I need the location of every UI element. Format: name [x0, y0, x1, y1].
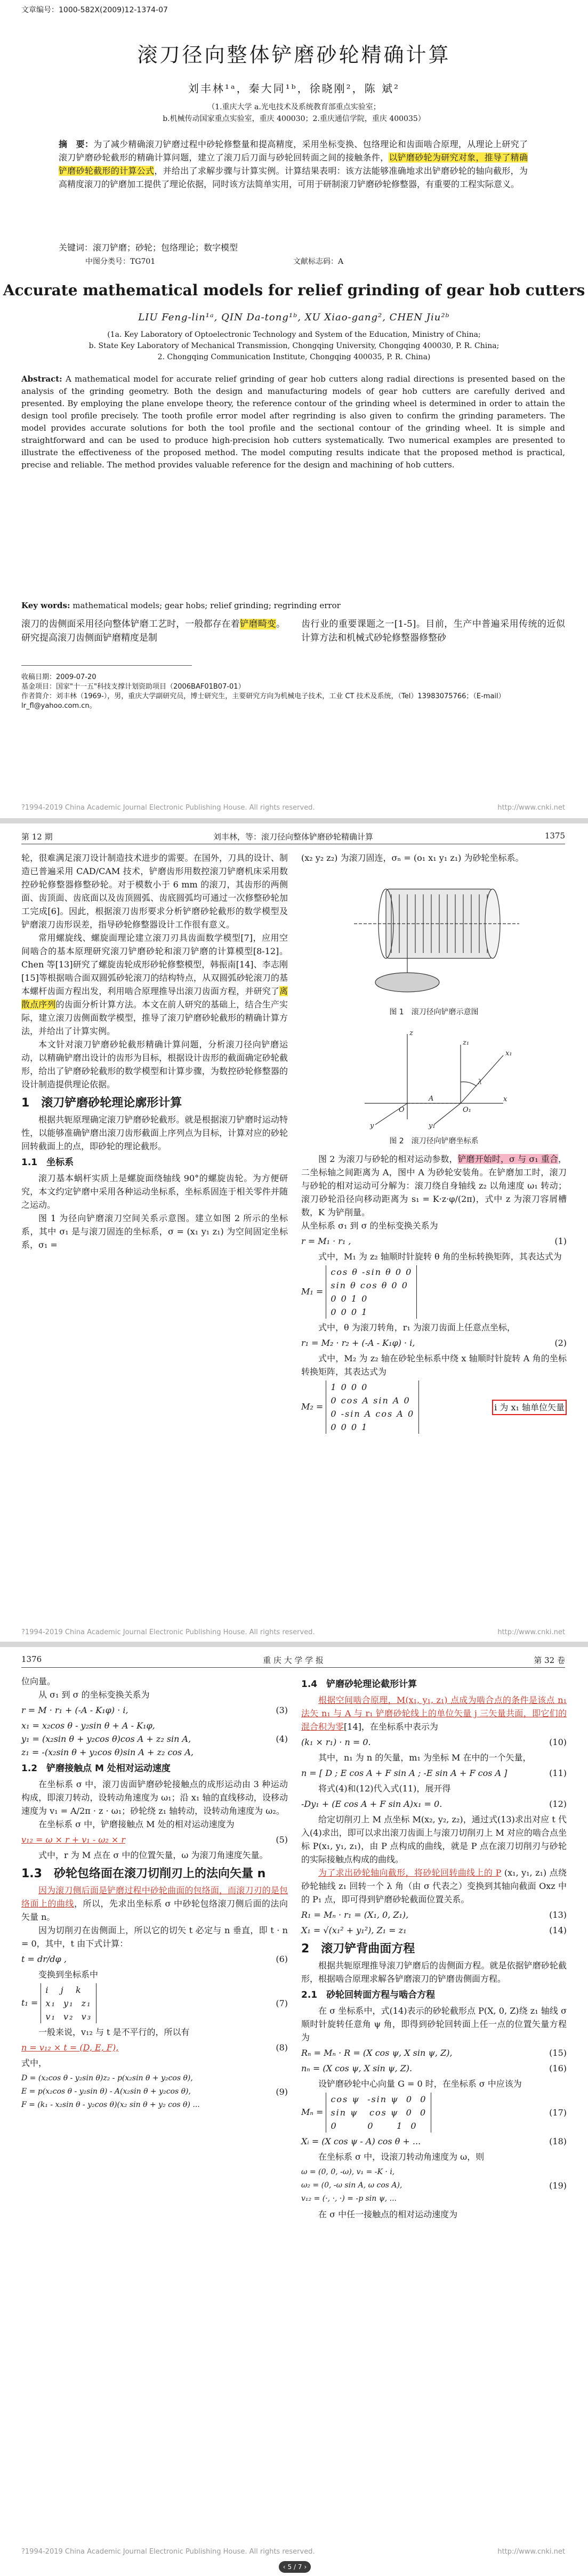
chinese-keywords: 关键词：滚刀铲磨；砂轮；包络理论；数字模型 — [59, 243, 238, 253]
running-title: 刘丰林，等：滚刀径向整体铲磨砂轮精确计算 — [213, 832, 373, 842]
paragraph: 从坐标系 σ₁ 到 σ 的坐标变换关系为 — [301, 1221, 438, 1231]
copyright-text: ?1994-2019 China Academic Journal Electronic Publishing House. All rights reserved. — [21, 1628, 315, 1636]
paper-page-2 — [0, 823, 588, 1642]
body-text: 。研究提高滚刀齿侧面铲磨精度是制 — [21, 619, 286, 643]
page-footer — [21, 2548, 565, 2556]
page3-right-column — [301, 1675, 567, 2221]
svg-text:O₁: O₁ — [463, 1106, 471, 1114]
keywords-text: mathematical models; gear hobs; relief grinding; regrinding error — [70, 601, 341, 610]
page-footer — [21, 1628, 565, 1636]
paragraph: 变换到坐标系中 — [38, 1969, 99, 1980]
svg-text:z₁: z₁ — [463, 1039, 470, 1047]
equation-number: (11) — [549, 1768, 567, 1778]
page-indicator-label: 5 / 7 — [287, 2563, 302, 2571]
affiliation-line: (1a. Key Laboratory of Optoelectronic Technology and System of the Education, Ministry of China; — [107, 330, 481, 339]
matrix-body: i j k x₁ y₁ z₁ v₁ v₂ v₃ — [41, 1983, 96, 2023]
equation-19 — [301, 2166, 567, 2206]
paper-page-3 — [0, 1647, 588, 2576]
equation-2 — [301, 1336, 567, 1350]
paragraph: 在坐标系 σ 中，铲磨接触点 M 处的相对运动速度为 — [38, 1819, 235, 1829]
matrix-body — [326, 1265, 417, 1319]
affiliation-line: 2. Chongqing Communication Institute, Chongqing 400035, P. R. China) — [157, 353, 431, 361]
figure-caption: 图 2 滚刀径向铲磨坐标系 — [389, 1137, 479, 1145]
matrix-body — [326, 1380, 419, 1434]
equation-number: (15) — [549, 2048, 567, 2058]
paper-page-1 — [0, 0, 588, 818]
intro-columns — [21, 617, 565, 645]
page3-left-column — [21, 1675, 288, 2114]
page-indicator[interactable] — [279, 2561, 311, 2573]
equation-12 — [301, 1797, 567, 1811]
matrix-row: 0 cos A sin A 0 — [331, 1395, 410, 1406]
svg-text:λ: λ — [478, 1078, 482, 1086]
paragraph — [301, 1866, 567, 1906]
equation-body: Xᵢ = (X cos ψ - A) cos θ + ... — [301, 2136, 421, 2146]
keywords-label: Key words: — [21, 601, 70, 610]
equation-number: (7) — [276, 1998, 288, 2008]
equation-1 — [301, 1234, 567, 1248]
paragraph: 式中，M₂ 为 z₂ 轴在砂轮坐标系中绕 x 轴顺时针旋转 A 角的坐标转换矩阵，其表达式为 — [301, 1353, 567, 1377]
equation-body: R₁ = Mₙ · r₁ = (X₁, 0, Z₁), — [301, 1910, 409, 1920]
footnote-divider — [21, 665, 192, 666]
paragraph: 式中， — [21, 2058, 47, 2068]
equation-number: (13) — [549, 1910, 567, 1920]
paragraph: 因为切削刃在齿侧面上，所以它的切矢 t 必定与 n 垂直，即 t · n = 0，其中，t 由下式计算： — [21, 1925, 288, 1949]
svg-text:y₁: y₁ — [429, 1122, 436, 1130]
equation-number: (4) — [276, 1734, 288, 1744]
document-code: 文献标志码：A — [293, 257, 344, 266]
equation-body: Rₙ = Mₙ · R = (X cos ψ, X sin ψ, Z), — [301, 2048, 453, 2058]
section-heading: 1 滚刀铲磨砂轮理论廓形计算 — [21, 1096, 182, 1110]
paragraph: 在 σ 中任一接触点的相对运动速度为 — [318, 2209, 458, 2219]
paragraph — [21, 1884, 288, 1924]
volume-number: 第 32 卷 — [534, 1656, 565, 1665]
affiliation-line: b.机械传动国家重点实验室，重庆 400030；2.重庆通信学院，重庆 400035） — [163, 115, 425, 123]
equation-body: X₁ = √(x₁² + y₁²), Z₁ = z₁ — [301, 1925, 407, 1935]
equation-number: (8) — [276, 2042, 288, 2053]
classification-row — [85, 256, 512, 267]
matrix-body: cos ψ -sin ψ 0 0 sin ψ cos ψ 0 0 0 0 1 0 — [326, 2093, 431, 2133]
equation-body: n = v₁₂ × t = (D, E, F), — [21, 2042, 119, 2053]
body-text: 滚刀的齿侧面采用径向整体铲磨工艺时，一般都存在着 — [21, 619, 240, 629]
equation-number: (9) — [276, 2087, 288, 2097]
paragraph: 式中，r 为 M 点在 σ 中的位置矢量，ω 为滚刀角速度矢量。 — [38, 1850, 268, 1860]
equation-number: (6) — [276, 1954, 288, 1964]
equation-line: F = (k₁ - x₂sin θ - y₂cos θ)(x₂ sin θ + y₂ cos θ) ... — [21, 2101, 200, 2109]
paragraph — [301, 1152, 567, 1219]
body-text: [14]，在坐标系中表示为 — [344, 1722, 438, 1732]
highlighted-text: 铲磨畸变 — [239, 619, 277, 629]
matrix-1: M₁ = cos θ -sin θ 0 0 sin θ cos θ 0 0 0 0 1 0 0 0 0 1 — [301, 1265, 567, 1319]
paragraph: 在坐标系 σ 中，设滚刀转动角速度为 ω，则 — [318, 2152, 485, 2162]
paragraph — [21, 931, 288, 1038]
paragraph: 在 σ 坐标系中，式(14)表示的砂轮截形点 P(X, 0, Z)绕 z₁ 轴线 σ 顺时针旋转任意角 ψ 角，即得到砂轮回转面上任一点的位置矢量方程为 — [301, 2006, 567, 2042]
journal-name: 重 庆 大 学 学 报 — [263, 1656, 324, 1665]
page-footer — [21, 804, 565, 812]
paragraph: 一般来说，v₁₂ 与 t 是不平行的，所以有 — [38, 2027, 190, 2037]
paragraph: 根据共轭原理确定滚刀铲磨砂轮截形。就是根据滚刀铲磨时运动特性，以能够准确铲磨出滚刀齿形截面上序列点为目标，计算对应的砂轮回转截面上的点，即砂轮的理论截形。 — [21, 1115, 288, 1151]
page-number: 1375 — [544, 831, 565, 841]
matrix-row: 0 0 0 1 — [331, 1422, 368, 1432]
english-title: Accurate mathematical models for relief grinding of gear hob cutters — [3, 281, 585, 299]
equation-18 — [301, 2135, 567, 2148]
equation-13 — [301, 1908, 567, 1921]
equation-5 — [21, 1833, 288, 1846]
intro-left-column — [21, 617, 285, 645]
equation-body: n = [ D ; E cos A + F sin A ; -E sin A + F cos A ] — [301, 1768, 508, 1778]
matrix-row: 0 0 0 1 — [331, 1307, 368, 1317]
equation-line: ω = (0, 0, -ω), v₁ = -K · i, — [301, 2168, 395, 2176]
equation-number: (14) — [549, 1925, 567, 1935]
equation-line: z₁ = -(x₂sin θ + y₂cos θ)sin A + z₂ cos A, — [21, 1747, 194, 1757]
highlighted-text: 铲磨开始时，σ 与 σ₁ 重合 — [457, 1154, 558, 1164]
body-text: 图 2 为滚刀与砂轮的相对运动参数， — [318, 1154, 458, 1164]
underlined-text: 为了求出砂轮轴向截形，将砂轮回转曲线上的 P — [318, 1868, 502, 1878]
english-keywords — [21, 600, 565, 611]
subsection-heading: 1.4 铲磨砂轮理论截形计算 — [301, 1679, 417, 1690]
body-text: 的齿面分析计算方法。本文在前人研究的基础上，结合生产实际，建立滚刀齿侧面数学模型，推导了滚刀铲磨砂轮截形的精确计算方法，并给出了计算实例。 — [21, 999, 288, 1036]
hob-grinding-illustration — [338, 868, 530, 1001]
subsection-heading: 2.1 砂轮回转面方程与啮合方程 — [301, 1990, 436, 2000]
svg-text:x₁: x₁ — [505, 1049, 512, 1057]
footnote-fund: 基金项目：国家"十一五"科技支撑计划资助项目（2006BAF01B07-01） — [21, 683, 245, 691]
paragraph: 滚刀基本蜗杆实质上是螺旋面绕轴线 90°的螺旋齿轮。为方便研究，本文约定铲磨中采用各种运动坐标系，坐标系固连于相关零件并随之运动。 — [21, 1173, 288, 1210]
matrix-row: sin θ cos θ 0 0 — [331, 1280, 408, 1290]
matrix-row: 0 0 1 0 — [331, 1294, 368, 1304]
equation-number: (3) — [276, 1705, 288, 1715]
equation-number: (2) — [554, 1338, 567, 1348]
article-number: 文章编号：1000-582X(2009)12-1374-07 — [21, 6, 168, 14]
english-affiliations — [32, 329, 556, 363]
copyright-text: ?1994-2019 China Academic Journal Electronic Publishing House. All rights reserved. — [21, 2548, 315, 2556]
equation-number: (12) — [549, 1799, 567, 1809]
footnote-author: 作者简介：刘丰林（1969-），男，重庆大学副研究员，博士研究生，主要研究方向为机械电子技术，工业 CT 技术及系统，（Tel）13983075766；（E-mail）lr_fl@yahoo.com.cn。 — [21, 692, 505, 710]
paragraph: 本文针对滚刀铲磨砂轮截形精确计算问题，分析滚刀径向铲磨运动，以精确铲磨出设计的齿形为目标，根据设计齿形的截面确定砂轮截形，给出了铲磨砂轮截形的数学模型和计算步骤，为数控砂轮修整器的设计制造提供理论依据。 — [21, 1039, 288, 1089]
highlighted-text: 离散点序列 — [21, 986, 288, 1010]
section-heading: 2 滚刀铲背曲面方程 — [301, 1942, 415, 1956]
affiliation-line: （1.重庆大学 a.光电技术及系统教育部重点实验室； — [207, 103, 381, 111]
subsection-heading: 1.1 坐标系 — [21, 1157, 74, 1168]
figure-2 — [301, 1023, 567, 1148]
equation-line: ω₂ = (0, -ω sin A, ω cos A), — [301, 2181, 402, 2190]
coordinate-system-diagram — [343, 1023, 525, 1130]
svg-text:A: A — [429, 1095, 434, 1103]
equation-7: t₁ = i j k x₁ y₁ z₁ v₁ v₂ v₃ (7) — [21, 1983, 288, 2023]
equation-6 — [21, 1952, 288, 1966]
paragraph: (x₂ y₂ z₂) 为滚刀固连，σₙ = (o₁ x₁ y₁ z₁) 为砂轮坐标系。 — [301, 853, 524, 863]
page2-right-column — [301, 851, 567, 1436]
equation-15 — [301, 2046, 567, 2060]
chinese-title: 滚刀径向整体铲磨砂轮精确计算 — [137, 43, 451, 67]
body-text: 常用螺旋线、螺旋面理论建立滚刀刃具齿面数学模型[7]，应用空间啮合的基本原理研究滚刀铲磨砂轮和滚刀铲磨的计算模型[8-12]。Chen 等[13]研究了螺旋齿轮成形砂轮修整模型，韩振南[14]、李志刚[15]等根据啮合面双圆弧砂轮滚刀的结构特点，从双圆弧砂轮滚刀的基本螺杆齿面方程出发，利用啮合原理推导出滚刀齿面方程，并研究了 — [21, 933, 288, 996]
equation-17: Mₙ = cos ψ -sin ψ 0 0 sin ψ cos ψ 0 0 0 0 1 0 (17) — [301, 2093, 567, 2133]
equation-line: E = p(x₂cos θ - y₂sin θ) - A(x₂sin θ + y₂cos θ), — [21, 2087, 191, 2096]
equation-10 — [301, 1735, 567, 1749]
paragraph: 给定切削刃上 M 点坐标 M(x₂, y₂, z₂)，通过式(13)求出对应 t 代入(4)求出，即可以求出滚刀齿面上与滚刀切削刃上 M 对应的啮合点坐标 P(x₁, y₁, z₁)，由 P 点构成的曲线，就是 P 点在滚刀切削刃与砂轮的实际接触点构成的曲线。 — [301, 1814, 567, 1864]
paragraph: 图 1 为径向铲磨滚刀空间关系示意图。建立如图 2 所示的坐标系，其中 σ₁ 是与滚刀固连的坐标系，σ = (x₁ y₁ z₁) 为空间固定坐标系，σ₁ = — [21, 1213, 288, 1250]
abstract-label: Abstract: — [21, 374, 62, 384]
equation-3 — [21, 1703, 288, 1717]
equation-body: r = M₁ · r₁ , — [301, 1236, 351, 1246]
intro-right-column: 齿行业的重要课题之一[1-5]。目前，生产中普遍采用传统的近似计算方法和机械式砂轮修整器修整砂 — [301, 619, 565, 643]
issue-number: 第 12 期 — [21, 832, 53, 842]
equation-14 — [301, 1924, 567, 1937]
paragraph: 式中，θ 为滚刀转角，r₁ 为滚刀齿面上任意点坐标， — [318, 1322, 515, 1333]
equation-number: (1) — [554, 1236, 567, 1246]
matrix-row: 1 0 0 0 — [331, 1382, 368, 1392]
footnote-received: 收稿日期：2009-07-20 — [21, 673, 96, 681]
equation-body: v₁₂ = ω × r + v₁ - ω₂ × r — [21, 1835, 126, 1845]
equation-body: nₙ = (X cos ψ, X sin ψ, Z). — [301, 2063, 413, 2073]
running-header — [21, 1654, 565, 1668]
equation-4 — [21, 1719, 288, 1759]
highlighted-text: 以铲磨砂轮为研究对象，推导了精确铲磨砂轮截形的计算公式 — [59, 152, 528, 176]
english-authors: LIU Feng-lin¹ᵃ, QIN Da-tong¹ᵇ, XU Xiao-gang², CHEN Jiu²ᵇ — [138, 312, 450, 323]
paragraph — [301, 1693, 567, 1733]
body-text: (x₁, y₁, z₁) 点绕砂轮轴线 z₁ 回转一个 λ 角（由 σ 代表之）变换到其轴向截面 Oxz 中的 P₁ 点，即可得到铲磨砂轮截面位置关系。 — [301, 1868, 567, 1904]
chinese-abstract — [59, 138, 528, 191]
subsection-heading: 1.2 铲磨接触点 M 处相对运动速度 — [21, 1763, 171, 1774]
equation-body: t = dr/dφ , — [21, 1954, 67, 1964]
equation-9 — [21, 2072, 288, 2112]
equation-line: D = (x₂cos θ - y₂sin θ)z₂ - p(x₂sin θ + y₂cos θ), — [21, 2074, 193, 2082]
website-link[interactable]: http://www.cnki.net — [497, 1628, 565, 1636]
equation-11 — [301, 1766, 567, 1780]
equation-body: r₁ = M₂ · r₂ + (-A - K₁φ) · i, — [301, 1338, 415, 1348]
section-heading: 1.3 砂轮包络面在滚刀切削刃上的法向矢量 n — [21, 1867, 266, 1880]
paragraph: 将式(4)和(12)代入式(11)，展开得 — [318, 1783, 451, 1794]
classification-code: 中图分类号：TG701 — [85, 257, 156, 266]
website-link[interactable]: http://www.cnki.net — [497, 2548, 565, 2556]
paragraph: 根据共轭原理推导滚刀铲磨后的齿侧面方程。就是依据铲磨砂轮截形，根据啮合原理求解各铲磨滚刀的铲磨齿侧面方程。 — [301, 1960, 567, 1984]
equation-system — [21, 1719, 194, 1759]
underlined-text: 根据空间啮合原理，M(x₁, y₁, z₁) 点成为啮合点的条件是该点 n₁ 法矢 n₁ 与 A 与 r₁ 铲磨砂轮线上的单位矢量 j 三矢量共面，即它们的混合积为零 — [301, 1695, 567, 1732]
equation-body: (k₁ × r₁) · n = 0. — [301, 1737, 371, 1747]
chevron-left-icon[interactable]: ‹ — [283, 2563, 286, 2571]
equation-number: (17) — [549, 2107, 567, 2118]
paragraph: 位向量。 — [21, 1676, 56, 1686]
svg-text:O: O — [399, 1106, 405, 1114]
equation-number: (16) — [549, 2063, 567, 2073]
english-abstract — [21, 373, 565, 471]
equation-line: y₁ = (x₂sin θ + y₂cos θ)cos A + z₂ sin A, — [21, 1734, 191, 1744]
equation-body: -Dy₁ + (E cos A + F sin A)x₁ = 0. — [301, 1799, 442, 1809]
annotated-text: i 为 x₁ 轴单位矢量 — [492, 1400, 567, 1415]
paragraph: 设铲磨砂轮中心向量 G = 0 时，在坐标系 σ 中应该为 — [318, 2079, 522, 2089]
page2-left-column — [21, 851, 288, 1251]
affiliation-line: b. State Key Laboratory of Mechanical Transmission, Chongqing University, Chongqing 400030, P. R. China; — [88, 342, 500, 350]
abstract-text: 为了减少精确滚刀铲磨过程中砂轮修整量和提高精度，采用坐标变换、包络理论和齿面啮合原理，从理论上研究了滚刀铲磨砂轮截形的精确计算问题，建立了滚刀后刀面与砂轮回转面之间的接触条件， — [59, 139, 528, 163]
paragraph: 从 σ₁ 到 σ 的坐标变换关系为 — [38, 1690, 150, 1700]
paragraph: 轮，很难满足滚刀设计制造技术进步的需要。在国外，刀具的设计、制造已普遍采用 CAD/CAM 技术，铲磨齿形用数控滚刀铲磨机床采用数控砂轮修整器修整砂轮。对于模数小于 6 mm 的滚刀，其齿形的两侧面、齿顶面、齿底面以及齿顶圆弧、齿底圆弧均可通过一次修整砂轮加工完成[6]。因此，根据滚刀齿形要求分析铲磨砂轮截形的数学模型及铲磨滚刀齿形误差，指导砂轮修整器设计工作很有意义。 — [21, 853, 288, 930]
equation-number: (5) — [276, 1835, 288, 1845]
footnotes — [21, 673, 565, 711]
chinese-affiliations — [0, 101, 588, 125]
svg-text:z: z — [409, 1029, 413, 1037]
chevron-right-icon[interactable]: › — [304, 2563, 307, 2571]
equation-number: (18) — [549, 2136, 567, 2146]
underlined-text: 因为滚刀侧后面是铲磨过程中砂轮曲面的包络面，而滚刀刃的是包络面上的曲线 — [21, 1885, 288, 1909]
website-link[interactable]: http://www.cnki.net — [497, 804, 565, 812]
equation-line: x₁ = x₂cos θ - y₂sin θ + A - K₁φ, — [21, 1721, 155, 1731]
equation-number: (19) — [549, 2181, 567, 2191]
svg-text:x: x — [503, 1095, 508, 1103]
abstract-text: ，并给出了求解步骤与计算实例。计算结果表明：该方法能够准确地求出铲磨砂轮的轴向截形，为高精度滚刀的铲磨加工提供了理论依据，同时该方法简单实用，可用于研制滚刀铲磨砂轮修整器，有重要的工程实际意义。 — [59, 166, 528, 189]
chinese-authors: 刘丰林¹ᵃ，秦大同¹ᵇ，徐晓刚²，陈 斌² — [188, 82, 400, 95]
body-text: ，所以，先求出坐标系 σ 中砂轮包络滚刀侧后面的法向矢量 n。 — [21, 1899, 288, 1922]
equation-number: (10) — [549, 1737, 567, 1747]
matrix-row: 0 -sin A cos A 0 — [331, 1409, 415, 1419]
paragraph: 其中，n₁ 为 n 的矢量，m₁ 为坐标 M 在中的一个矢量， — [318, 1753, 531, 1763]
abstract-text: A mathematical model for accurate relief grinding of gear hob cutters along radial directions is presented based on the analysis of the grinding geometry. Both the design and manufacturing models of gear hob cutters are carefully derived and presented. By employing the plane envelope theory, the reference contour of the grinding wheel is determined in order to attain the design tool profile precisely. The tooth profile error model after regrinding is also given to confirm the grinding parameters. The model provides accurate solutions for both the tool profile and the sectional contour of the grinding wheel. It is simple and straightforward and can be used to produce high-precision hob cutters systematically. Two numerical examples are presented to illustrate the effectiveness of the proposed method. The model computing results indicate that the proposed method is practical, precise and reliable. The method provides valuable reference for the design and machining of hob cutters. — [21, 374, 565, 470]
equation-16 — [301, 2062, 567, 2075]
running-header — [21, 831, 565, 844]
matrix-row: cos θ -sin θ 0 0 — [331, 1267, 413, 1277]
equation-system — [21, 2072, 200, 2112]
body-text: ，二坐标轴之间距离为 A，图中 A 为砂轮安装角。在铲磨加工时，滚刀与砂轮的相对运动可分解为：滚刀绕自身轴线 z₂ 以角速度 ω₁ 转动；滚刀砂轮沿径向移动距离为 s₁ = K·z·φ/(2π)，式中 z 为滚刀容屑槽数，K 为铲削量。 — [301, 1154, 567, 1217]
page-number: 1376 — [21, 1654, 42, 1664]
paragraph: 式中，M₁ 为 z₂ 轴顺时针旋转 θ 角的坐标转换矩阵，其表达式为 — [318, 1251, 562, 1262]
matrix-2: M₂ = 1 0 0 0 0 cos A sin A 0 0 -sin A cos A 0 0 0 0 1 i 为 x₁ 轴单位矢量 — [301, 1380, 567, 1434]
paragraph: 在坐标系 σ 中，滚刀齿面铲磨砂轮接触点的成形运动由 3 种运动构成，即滚刀转动，设转动角速度为 ω₁；沿 x₁ 轴的直线移动，设移动速度为 v₁ = A/2π · z · ω₁；砂轮绕 z₁ 轴转动，设转动角速度为 ω₂。 — [21, 1779, 288, 1816]
svg-text:y: y — [370, 1122, 374, 1130]
equation-system — [301, 2166, 402, 2206]
figure-1 — [301, 868, 567, 1019]
figure-caption: 图 1 滚刀径向铲磨示意图 — [389, 1008, 479, 1016]
copyright-text: ?1994-2019 China Academic Journal Electronic Publishing House. All rights reserved. — [21, 804, 315, 812]
equation-line: v₁₂ = (·, ·, ·) = -p sin ψ, ... — [301, 2194, 397, 2203]
equation-8 — [21, 2041, 288, 2054]
abstract-label: 摘 要： — [59, 139, 94, 149]
equation-body: r = M · r₁ + (-A - K₁φ) · i, — [21, 1705, 128, 1715]
